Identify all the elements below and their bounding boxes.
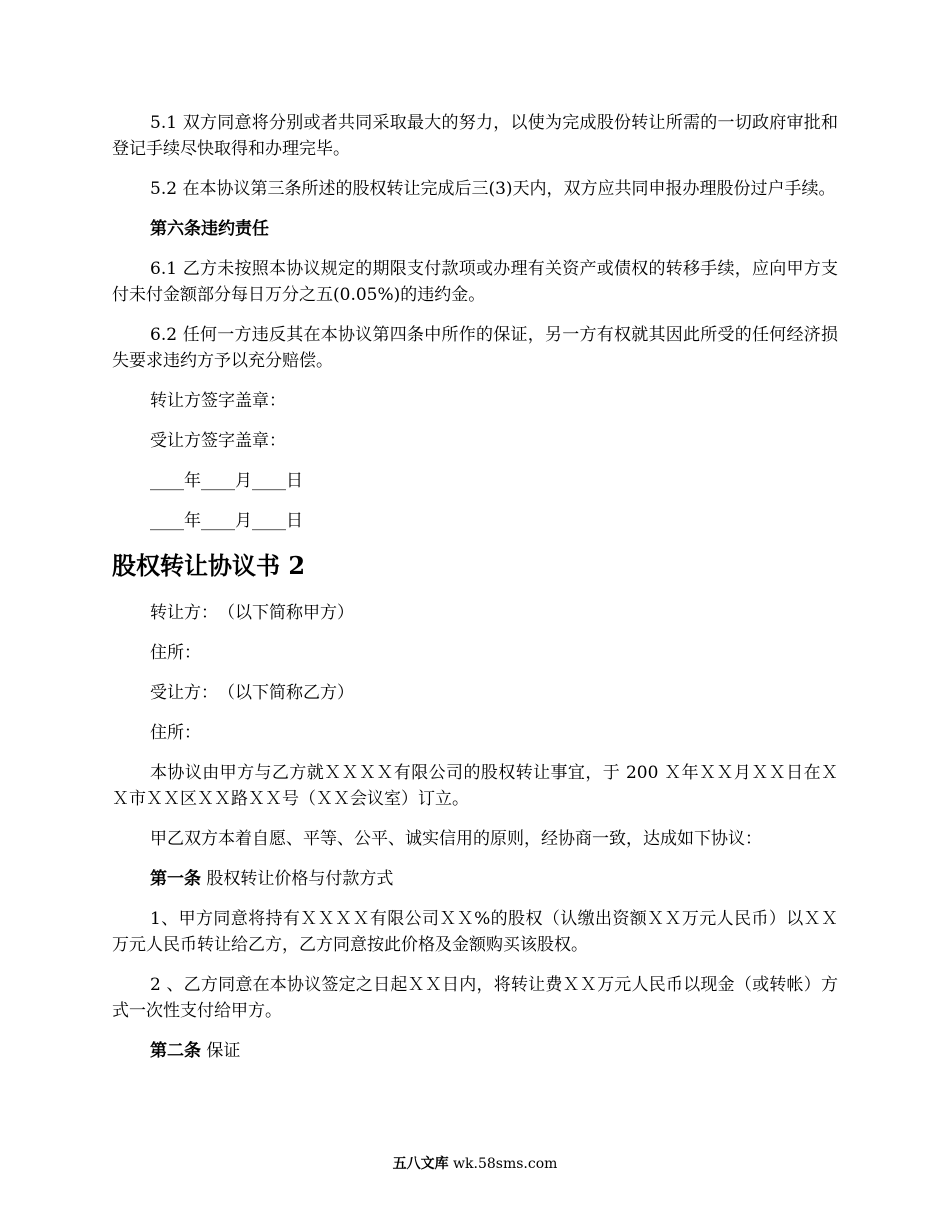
transferee-address: 住所： [150,723,201,743]
article-2-number: 第二条 [150,1041,201,1061]
agreement-principle: 甲乙双方本着自愿、平等、公平、诚实信用的原则，经协商一致，达成如下协议： [150,829,762,849]
clause-6-2: 6.2 任何一方违反其在本协议第四条中所作的保证，另一方有权就其因此所受的任何经济损失要求违约方予以充分赔偿。 [112,325,838,371]
document-title-2: 股权转让协议书 2 [112,551,306,580]
document-page [112,110,838,1078]
article-1-heading [112,866,838,892]
transferee-signature-line: 受让方签字盖章： [150,431,286,451]
clause-5-2: 5.2 在本协议第三条所述的股权转让完成后三(3)天内，双方应共同申报办理股份过户手续。 [150,179,836,199]
article-1-number: 第一条 [150,869,201,889]
article-1-clause-2: 2 、乙方同意在本协议签定之日起ＸＸ日内，将转让费ＸＸ万元人民币以现金（或转帐）方式一次性支付给甲方。 [112,975,838,1021]
article-2-heading [112,1038,838,1064]
transferee-party: 受让方： （以下简称乙方） [150,683,354,703]
footer-site-name: 五八文库 [392,1156,449,1172]
page-footer [0,1154,950,1174]
transferor-party: 转让方： （以下简称甲方） [150,603,354,623]
transferor-address: 住所： [150,643,201,663]
transferor-signature-line: 转让方签字盖章： [150,391,286,411]
article-1-clause-1: 1、甲方同意将持有ＸＸＸＸ有限公司ＸＸ%的股权（认缴出资额ＸＸ万元人民币）以ＸＸ万元人民币转让给乙方，乙方同意按此价格及金额购买该股权。 [112,909,838,955]
article-2-title: 保证 [201,1041,241,1061]
footer-site-url: wk.58sms.com [448,1156,558,1172]
clause-5-1: 5.1 双方同意将分别或者共同采取最大的努力，以使为完成股份转让所需的一切政府审批和登记手续尽快取得和办理完毕。 [112,113,838,159]
agreement-intro: 本协议由甲方与乙方就ＸＸＸＸ有限公司的股权转让事宜，于 200 Ｘ年ＸＸ月ＸＸ日在ＸＸ市ＸＸ区ＸＸ路ＸＸ号（ＸＸ会议室）订立。 [112,763,838,809]
date-line-1: ____年____月____日 [150,471,303,491]
article-6-heading: 第六条违约责任 [150,219,269,239]
article-1-title: 股权转让价格与付款方式 [201,869,394,889]
clause-6-1: 6.1 乙方未按照本协议规定的期限支付款项或办理有关资产或债权的转移手续，应向甲方支付未付金额部分每日万分之五(0.05%)的违约金。 [112,259,838,305]
date-line-2: ____年____月____日 [150,511,303,531]
